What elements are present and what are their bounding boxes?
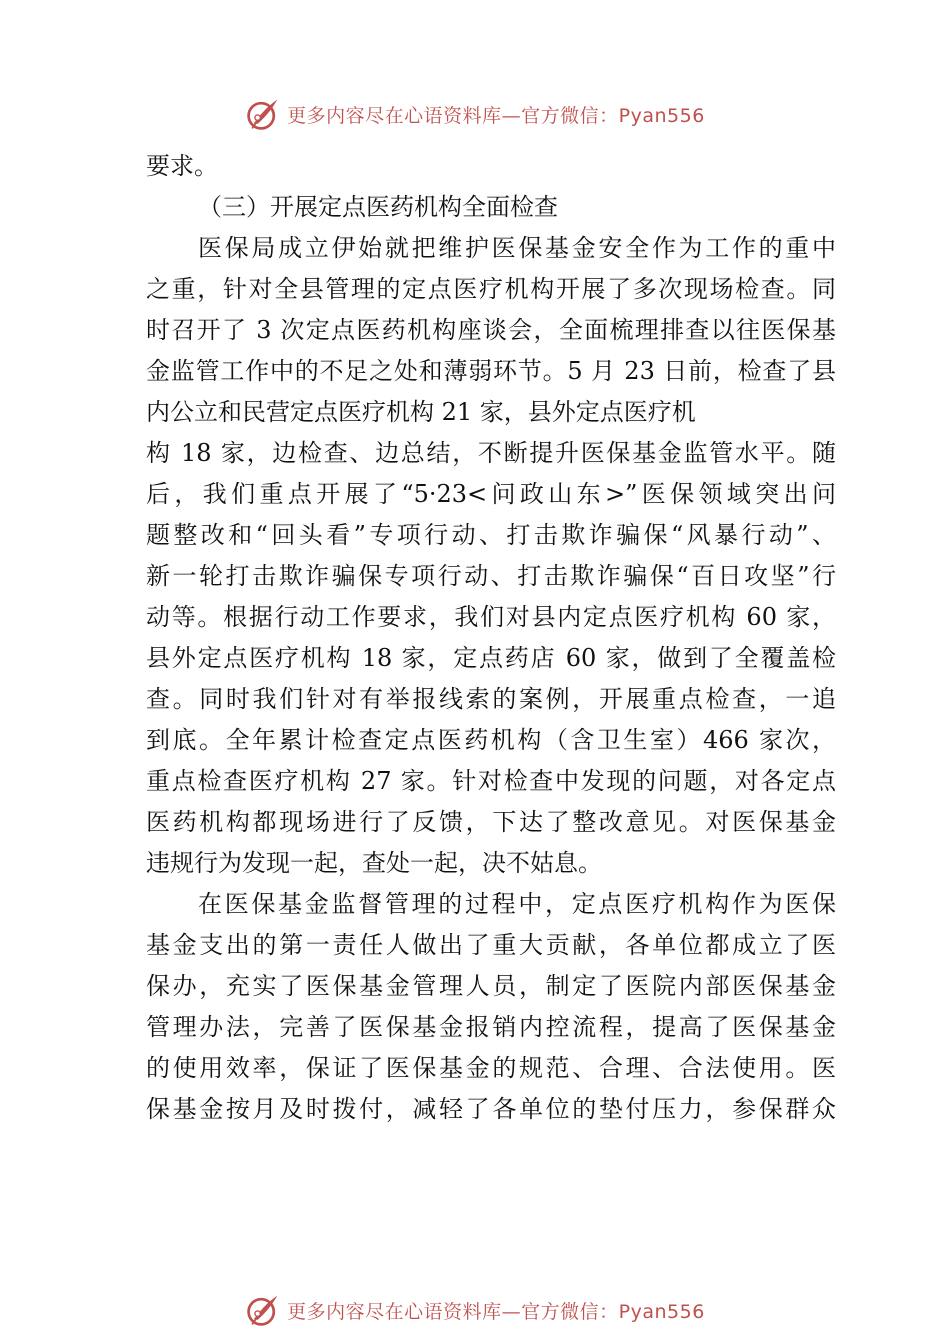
text-line: 的使用效率，保证了医保基金的规范、合理、合法使用。医 <box>146 1054 836 1082</box>
text-line: 金监管工作中的不足之处和薄弱环节。5 月 23 日前，检查了县 <box>146 357 836 385</box>
text-line: 题整改和“回头看”专项行动、打击欺诈骗保“风暴行动”、 <box>146 521 836 549</box>
text-line: 内公立和民营定点医疗机构 21 家，县外定点医疗机 <box>146 398 696 426</box>
text-line: 新一轮打击欺诈骗保专项行动、打击欺诈骗保“百日攻坚”行 <box>146 562 836 590</box>
text-line: 时召开了 3 次定点医药机构座谈会，全面梳理排查以往医保基 <box>146 316 836 344</box>
text-line: （三）开展定点医药机构全面检查 <box>198 193 558 221</box>
watermark-header <box>0 94 950 134</box>
watermark-label: 更多内容尽在心语资料库—官方微信：Pyan556 <box>287 104 705 127</box>
text-line: 动等。根据行动工作要求，我们对县内定点医疗机构 60 家， <box>146 603 836 631</box>
text-line: 查。同时我们针对有举报线索的案例，开展重点检查，一追 <box>146 685 836 713</box>
text-line: 要求。 <box>146 152 218 180</box>
text-line: 后，我们重点开展了“5·23<问政山东>”医保领域突出问 <box>146 480 836 508</box>
text-line: 基金支出的第一责任人做出了重大贡献，各单位都成立了医 <box>146 931 836 959</box>
text-line: 构 18 家，边检查、边总结，不断提升医保基金监管水平。随 <box>146 439 836 467</box>
text-line: 保办，充实了医保基金管理人员，制定了医院内部医保基金 <box>146 972 836 1000</box>
text-line: 保基金按月及时拨付，减轻了各单位的垫付压力，参保群众 <box>146 1095 836 1123</box>
text-line: 医保局成立伊始就把维护医保基金安全作为工作的重中 <box>198 234 836 262</box>
text-line: 之重，针对全县管理的定点医疗机构开展了多次现场检查。同 <box>146 275 836 303</box>
watermark-footer <box>0 1290 950 1330</box>
text-line: 到底。全年累计检查定点医药机构（含卫生室）466 家次， <box>146 726 836 754</box>
text-line: 县外定点医疗机构 18 家，定点药店 60 家，做到了全覆盖检 <box>146 644 836 672</box>
quill-logo-icon <box>245 96 281 132</box>
text-line: 医药机构都现场进行了反馈，下达了整改意见。对医保基金 <box>146 808 836 836</box>
watermark-label: 更多内容尽在心语资料库—官方微信：Pyan556 <box>287 1300 705 1323</box>
quill-logo-icon <box>245 1292 281 1328</box>
text-line: 违规行为发现一起，查处一起，决不姑息。 <box>146 849 602 877</box>
text-line: 重点检查医疗机构 27 家。针对检查中发现的问题，对各定点 <box>146 767 836 795</box>
text-line: 在医保基金监督管理的过程中，定点医疗机构作为医保 <box>198 890 836 918</box>
document-body <box>146 146 836 1130</box>
watermark-code: Pyan556 <box>618 104 705 127</box>
text-line: 管理办法，完善了医保基金报销内控流程，提高了医保基金 <box>146 1013 836 1041</box>
watermark-code: Pyan556 <box>618 1300 705 1323</box>
